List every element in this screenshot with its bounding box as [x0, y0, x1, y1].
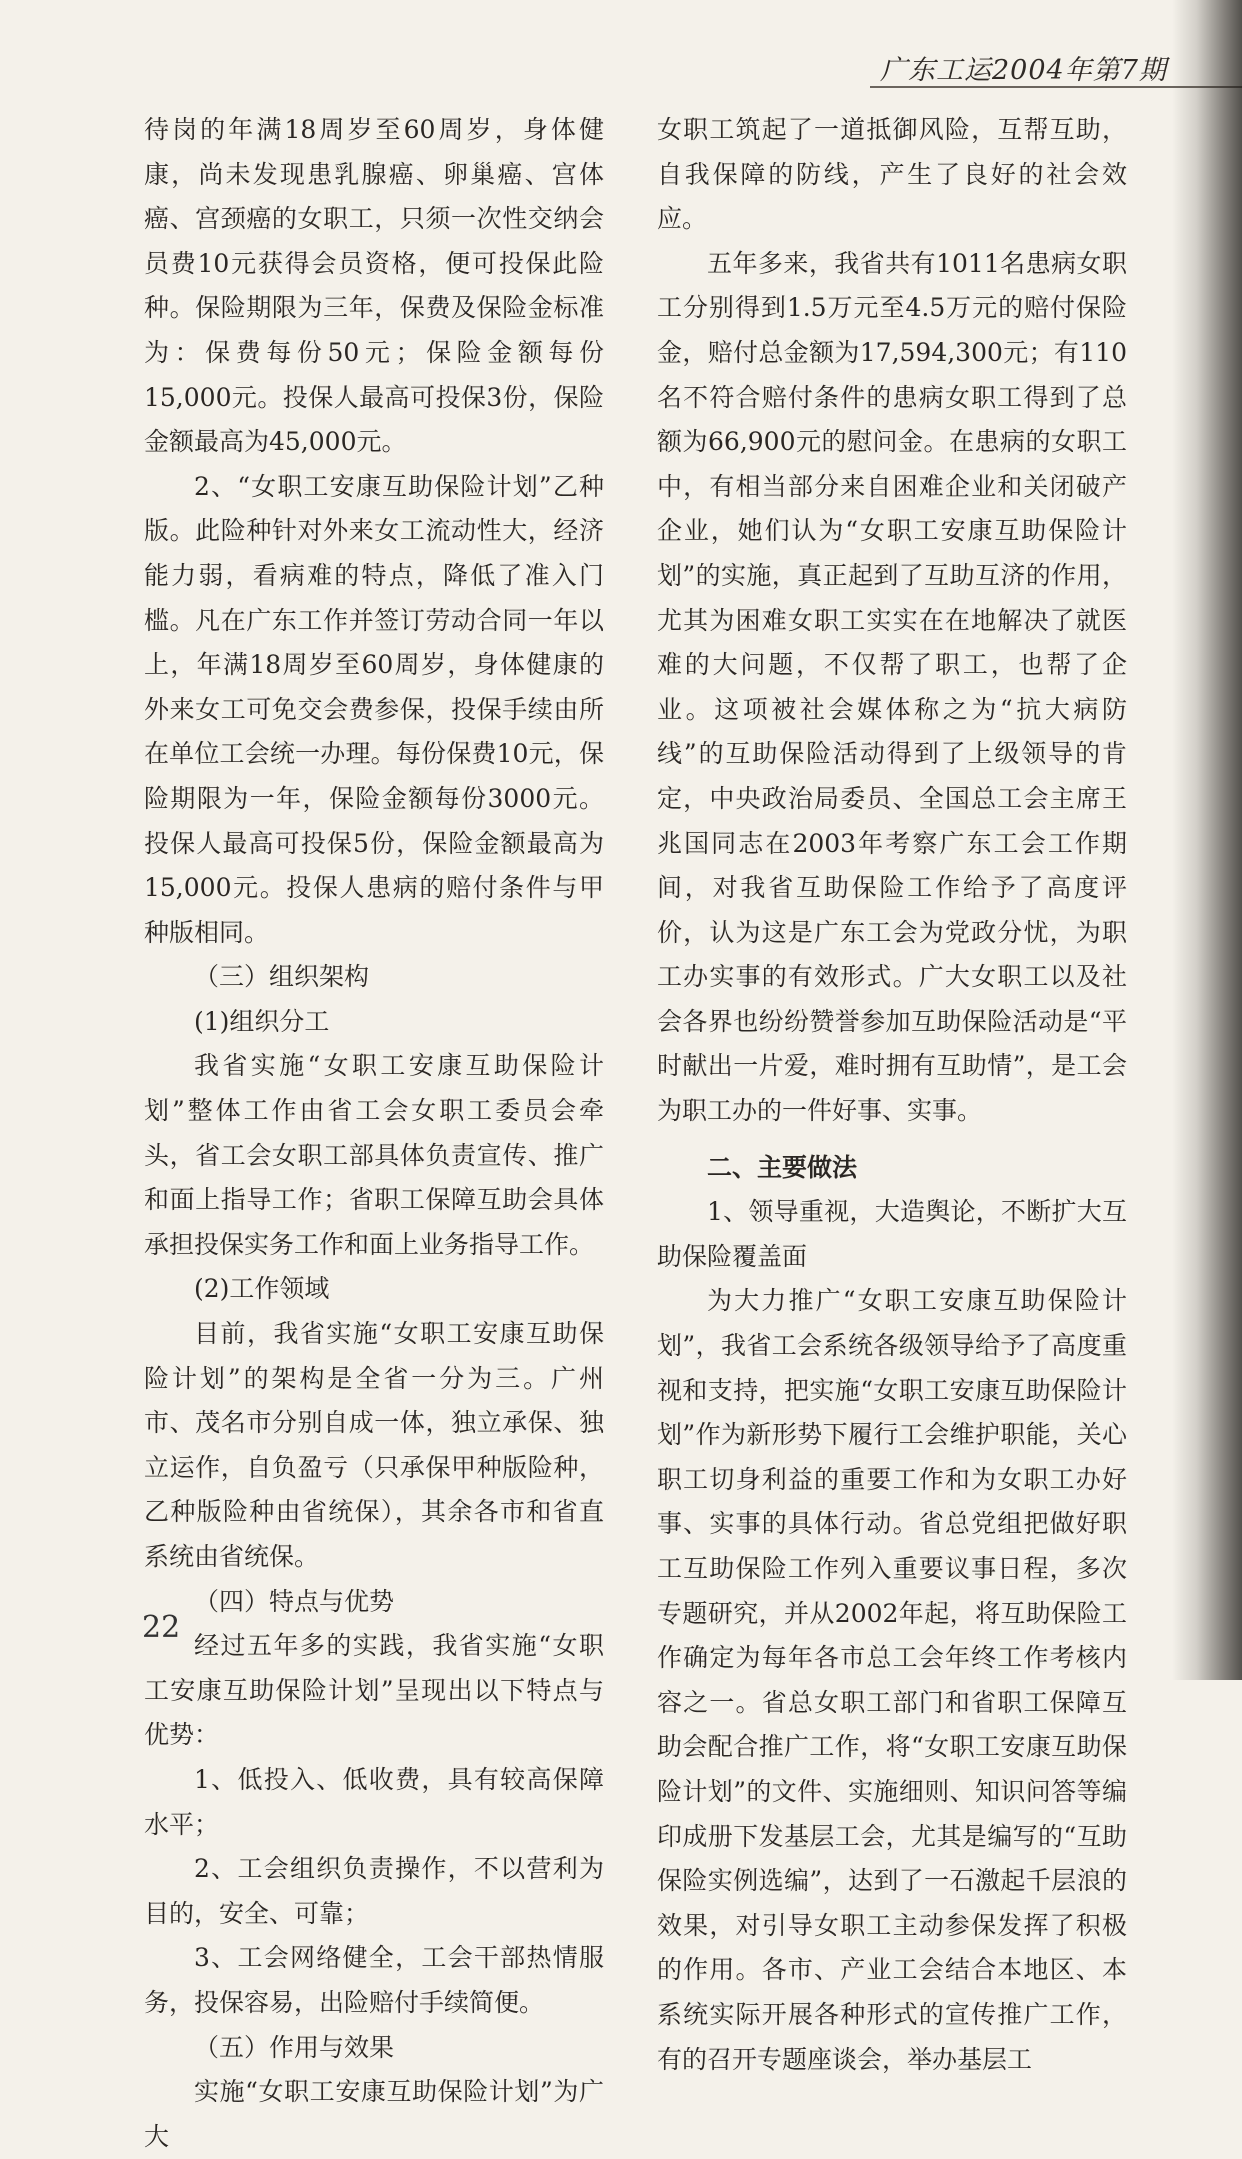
subheading: （五）作用与效果 — [194, 2032, 395, 2062]
subheading: （四）特点与优势 — [194, 1586, 395, 1616]
subheading: （三）组织架构 — [194, 962, 370, 992]
subheading: (1)组织分工 — [194, 1006, 330, 1036]
subheading: 1、领导重视，大造舆论，不断扩大互助保险覆盖面 — [657, 1197, 1127, 1271]
paragraph: 待岗的年满18周岁至60周岁，身体健康，尚未发现患乳腺癌、卵巢癌、宫体癌、宫颈癌的女职工，只须一次性交纳会员费10元获得会员资格，便可投保此险种。保险期限为三年，保费及保险金标准为：保费每份50元；保险金额每份15,000元。投保人最高可投保3份，保险金额最高为45,000元。 — [144, 115, 604, 457]
paragraph: 五年多来，我省共有1011名患病女职工分别得到1.5万元至4.5万元的赔付保险金，赔付总金额为17,594,300元；有110名不符合赔付条件的患病女职工得到了总额为66,900元的慰问金。在患病的女职工中，有相当部分来自困难企业和关闭破产企业，她们认为“女职工安康互助保险计划”的实施，真正起到了互助互济的作用，尤其为困难女职工实实在在地解决了就医难的大问题，不仅帮了职工，也帮了企业。这项被社会媒体称之为“抗大病防线”的互助保险活动得到了上级领导的肯定，中央政治局委员、全国总工会主席王兆国同志在2003年考察广东工会工作期间，对我省互助保险工作给予了高度评价，认为这是广东工会为党政分忧，为职工办实事的有效形式。广大女职工以及社会各界也纷纷赞誉参加互助保险活动是“平时献出一片爱，难时拥有互助情”，是工会为职工办的一件好事、实事。 — [657, 248, 1127, 1126]
page-edge-shadow — [1172, 0, 1242, 1680]
paragraph: 实施“女职工安康互助保险计划”为广大 — [144, 2077, 604, 2151]
paragraph: 我省实施“女职工安康互助保险计划”整体工作由省工会女职工委员会牵头，省工会女职工部具体负责宣传、推广和面上指导工作；省职工保障互助会具体承担投保实务工作和面上业务指导工作。 — [144, 1051, 604, 1259]
paragraph: 目前，我省实施“女职工安康互助保险计划”的架构是全省一分为三。广州市、茂名市分别自成一体，独立承保、独立运作，自负盈亏（只承保甲种版险种，乙种版险种由省统保），其余各市和省直系统由省统保。 — [144, 1319, 604, 1571]
paragraph: 经过五年多的实践，我省实施“女职工安康互助保险计划”呈现出以下特点与优势： — [144, 1631, 604, 1750]
right-column — [657, 108, 1127, 2082]
left-column — [144, 108, 604, 2159]
section-heading: 二、主要做法 — [707, 1152, 858, 1182]
page-number: 22 — [142, 1610, 181, 1645]
running-head: 广东工运2004年第7期 — [880, 55, 1167, 86]
paragraph: 为大力推广“女职工安康互助保险计划”，我省工会系统各级领导给予了高度重视和支持，把实施“女职工安康互助保险计划”作为新形势下履行工会维护职能，关心职工切身利益的重要工作和为女职工办好事、实事的具体行动。省总党组把做好职工互助保险工作列入重要议事日程，多次专题研究，并从2002年起，将互助保险工作确定为每年各市总工会年终工作考核内容之一。省总女职工部门和省职工保障互助会配合推广工作，将“女职工安康互助保险计划”的文件、实施细则、知识问答等编印成册下发基层工会，尤其是编写的“互助保险实例选编”，达到了一石激起千层浪的效果，对引导女职工主动参保发挥了积极的作用。各市、产业工会结合本地区、本系统实际开展各种形式的宣传推广工作，有的召开专题座谈会，举办基层工 — [657, 1286, 1127, 2074]
subheading: (2)工作领域 — [194, 1274, 330, 1304]
list-item: 3、工会网络健全，工会干部热情服务，投保容易，出险赔付手续简便。 — [144, 1943, 604, 2017]
list-item: 1、低投入、低收费，具有较高保障水平； — [144, 1764, 604, 1839]
list-item: 2、工会组织负责操作，不以营利为目的，安全、可靠； — [144, 1854, 604, 1928]
paragraph: 2、“女职工安康互助保险计划”乙种版。此险种针对外来女工流动性大，经济能力弱，看病难的特点，降低了准入门槛。凡在广东工作并签订劳动合同一年以上，年满18周岁至60周岁，身体健康的外来女工可免交会费参保，投保手续由所在单位工会统一办理。每份保费10元，保险期限为一年，保险金额每份3000元。投保人最高可投保5份，保险金额最高为15,000元。投保人患病的赔付条件与甲种版相同。 — [144, 471, 604, 947]
paragraph: 女职工筑起了一道抵御风险，互帮互助，自我保障的防线，产生了良好的社会效应。 — [657, 115, 1127, 234]
